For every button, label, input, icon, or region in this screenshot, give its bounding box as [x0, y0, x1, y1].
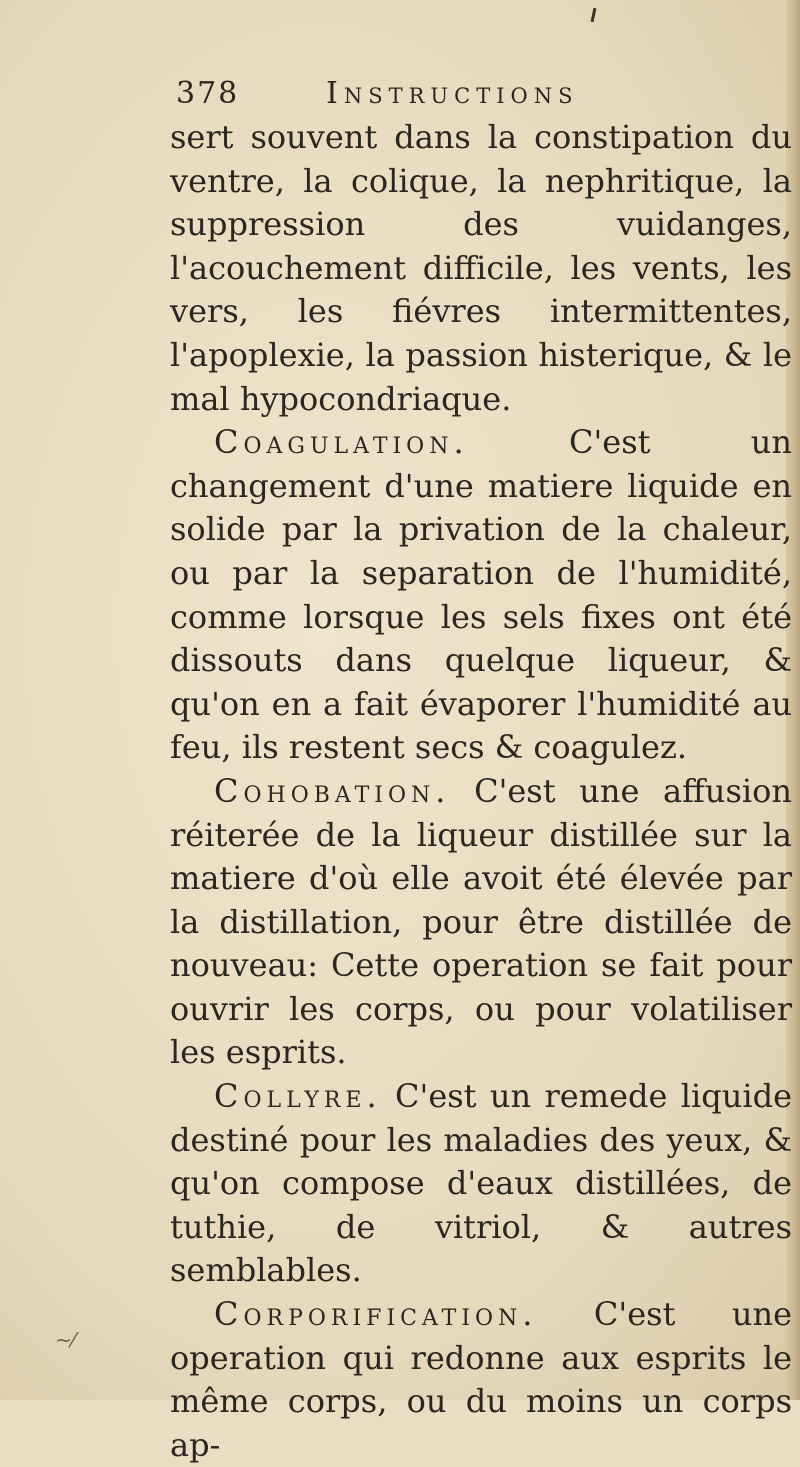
margin-pencil-mark: ~⁄: [55, 1328, 76, 1352]
entry-term: Coagulation.: [214, 423, 469, 462]
entry-cohobation: [170, 770, 792, 1075]
entry-coagulation: [170, 421, 792, 770]
entry-term: Corporification.: [214, 1295, 538, 1334]
running-title: Instructions: [326, 76, 579, 111]
paragraph-continuation: [170, 116, 792, 421]
page-number: 378: [176, 76, 240, 111]
page-header: [176, 76, 696, 116]
body-text: [170, 116, 792, 1467]
entry-definition: C'est une affusion réiterée de la liqueur distillée sur la matiere d'où elle avoit été élevée par la distillation, pour être distillée de nouveau: Cette operation se fait pour ouvrir les corps, ou pour volatiliser les esprits.: [170, 771, 792, 1072]
paragraph-text: sert souvent dans la constipation du ventre, la colique, la nephritique, la suppression des vuidanges, l'acouchement difficile, les vents, les vers, les fiévres intermittentes, l'apoplexie, la passion histerique, & le mal hypocondriaque.: [170, 118, 792, 418]
entry-corporification: [170, 1293, 792, 1467]
entry-term: Cohobation.: [214, 771, 451, 810]
entry-definition: C'est une operation qui redonne aux esprits le même corps, ou du moins un corps ap-: [170, 1295, 793, 1464]
entry-definition: C'est un remede liquide destiné pour les maladies des yeux, & qu'on compose d'eaux distillées, de tuthie, de vitriol, & autres semblables.: [170, 1077, 793, 1290]
entry-collyre: [170, 1075, 792, 1293]
entry-definition: C'est un changement d'une matiere liquide en solide par la privation de la chaleur, ou par la separation de l'humidité, comme lorsque les sels fixes ont été dissouts dans quelque liqueur, & qu'on en a fait évaporer l'humidité au feu, ils restent secs & coagulez.: [170, 423, 793, 767]
entry-term: Collyre.: [214, 1077, 382, 1116]
